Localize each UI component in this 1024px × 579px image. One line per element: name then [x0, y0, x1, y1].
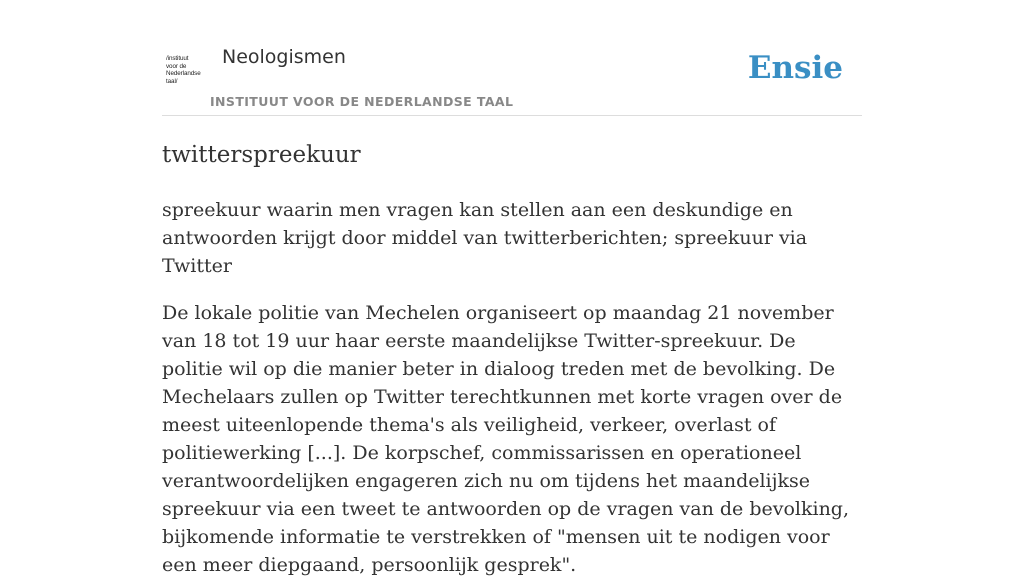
- logo-line: /instituut: [166, 55, 189, 62]
- logo-line: Nederlandse: [166, 70, 201, 78]
- logo-line: voor de: [166, 62, 187, 70]
- entry-content: [162, 136, 862, 579]
- entry-quote: De lokale politie van Mechelen organiseert op maandag 21 november van 18 tot 19 uur haar eerste maandelijkse Twitter-spreekuur. De politie wil op die manier beter in dialoog treden met de bevolking. De Mechelaars zullen op Twitter terechtkunnen met korte vragen over de meest uiteenlopende thema's als veiligheid, verkeer, overlast of politiewerking [...]. De korpschef, commissarissen en operationeel verantwoordelijken engageren zich nu om tijdens het maandelijkse spreekuur via een tweet te antwoorden op de vragen van de bevolking, bijkomende informatie te verstrekken of "mensen uit te nodigen voor een meer diepgaand, persoonlijk gesprek".: [162, 302, 850, 576]
- ivdnt-logo[interactable]: [166, 55, 206, 89]
- entry-headword: twitterspreekuur: [162, 142, 361, 168]
- entry-definition: spreekuur waarin men vragen kan stellen aan een deskundige en antwoorden krijgt door middel van twitterberichten; spreekuur via Twitter: [162, 199, 808, 277]
- organization-name: INSTITUUT VOOR DE NEDERLANDSE TAAL: [210, 94, 514, 109]
- ensie-brand-link[interactable]: Ensie: [747, 50, 843, 86]
- site-name-link[interactable]: Neologismen: [222, 46, 346, 68]
- logo-line: taal/: [166, 77, 178, 85]
- site-header: [162, 40, 862, 116]
